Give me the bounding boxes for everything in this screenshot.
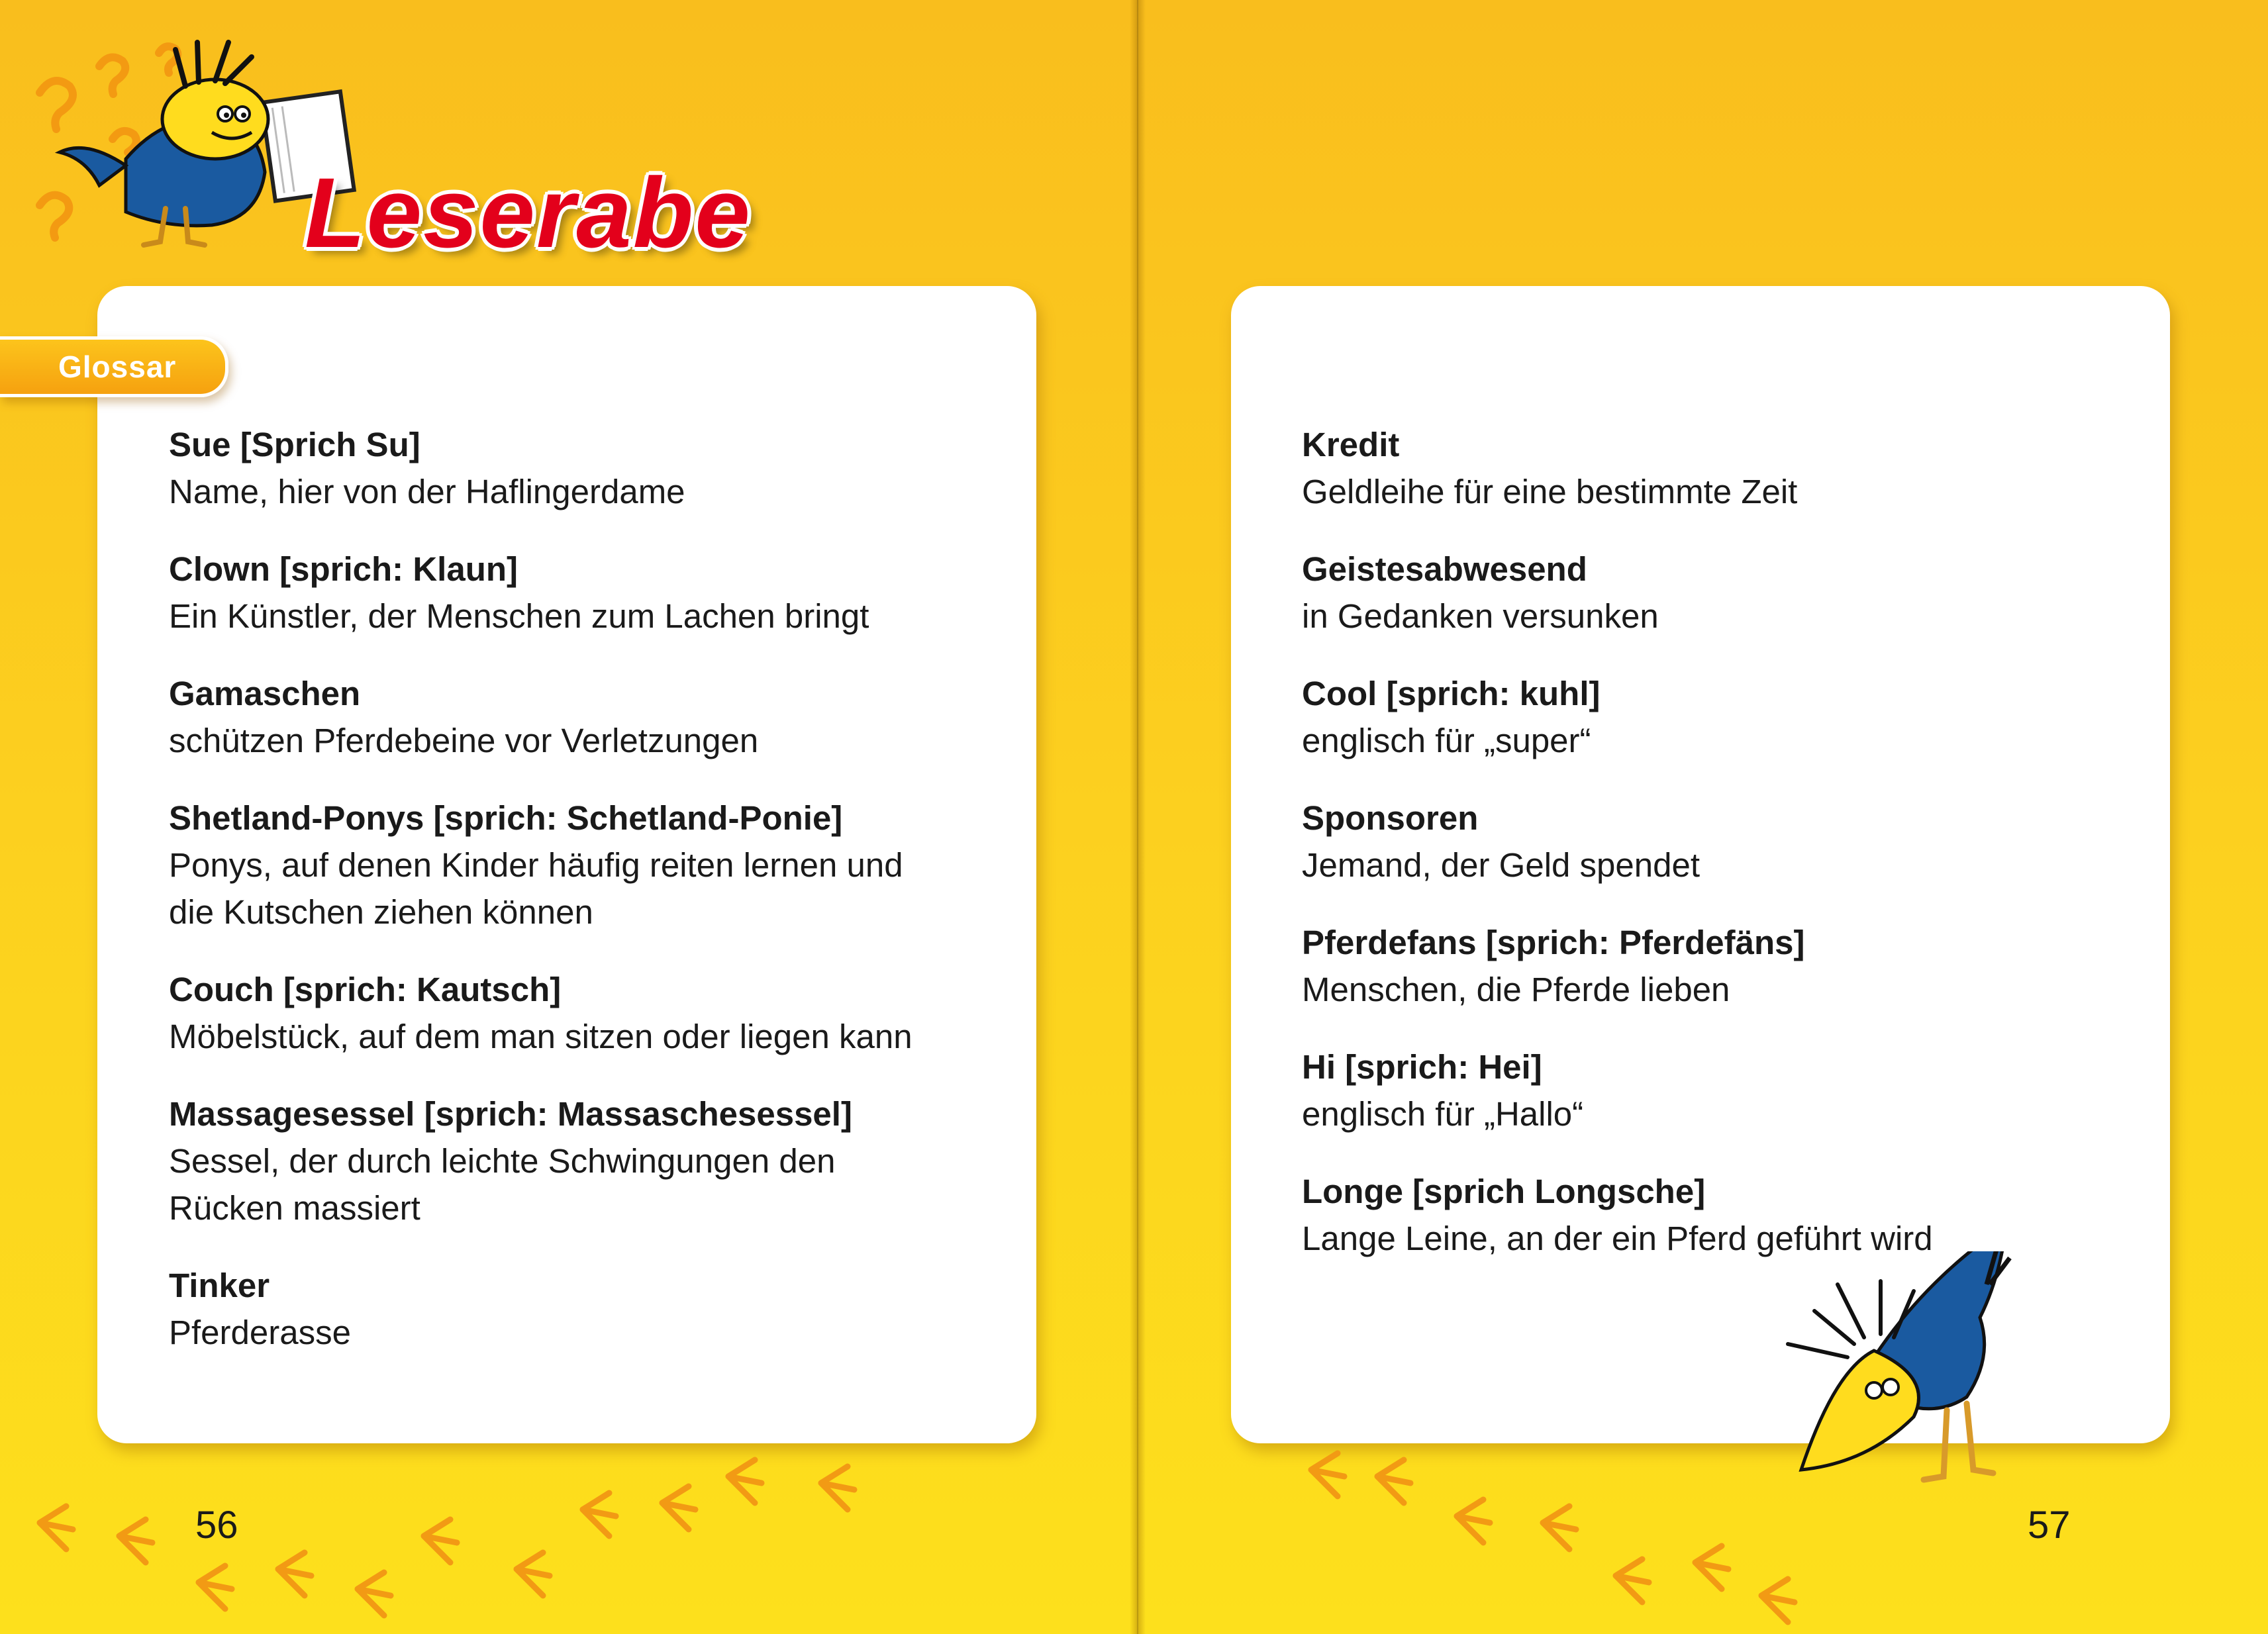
glossary-term: Clown [sprich: Klaun] — [169, 550, 518, 588]
glossary-entry — [1302, 794, 2163, 889]
section-tab-glossar — [0, 336, 228, 397]
glossary-term: Hi [sprich: Hei] — [1302, 1048, 1542, 1086]
page-number-left: 56 — [195, 1504, 238, 1547]
glossary-definition: Menschen, die Pferde lieben — [1302, 971, 1730, 1008]
glossary-definition: Ponys, auf denen Kinder häufig reiten lernen und die Kutschen ziehen können — [169, 846, 903, 931]
glossary-definition: Jemand, der Geld spendet — [1302, 846, 1701, 884]
glossary-term: Sponsoren — [1302, 799, 1479, 837]
glossary-entry — [169, 794, 1030, 936]
glossary-term: Kredit — [1302, 426, 1400, 463]
section-tab-label: Glossar — [58, 350, 177, 384]
glossary-definition: Pferderasse — [169, 1314, 351, 1351]
glossary-term: Tinker — [169, 1267, 270, 1304]
glossary-entry — [169, 670, 1030, 764]
glossary-definition: englisch für „Hallo“ — [1302, 1095, 1584, 1133]
glossary-term: Gamaschen — [169, 675, 361, 712]
glossary-definition: schützen Pferdebeine vor Verletzungen — [169, 722, 759, 759]
glossary-term: Cool [sprich: kuhl] — [1302, 675, 1601, 712]
glossary-entry — [169, 966, 1030, 1060]
glossary-definition: Möbelstück, auf dem man sitzen oder liegen kann — [169, 1018, 912, 1055]
glossary-term: Shetland-Ponys [sprich: Schetland-Ponie] — [169, 799, 843, 837]
glossary-term: Geistesabwesend — [1302, 550, 1587, 588]
glossary-definition: Ein Künstler, der Menschen zum Lachen bringt — [169, 597, 869, 635]
glossary-entry — [1302, 670, 2163, 764]
glossary-definition: Geldleihe für eine bestimmte Zeit — [1302, 473, 1798, 510]
glossary-term: Longe [sprich Longsche] — [1302, 1173, 1706, 1210]
glossary-definition: in Gedanken versunken — [1302, 597, 1659, 635]
glossary-entry — [1302, 546, 2163, 640]
glossary-term: Sue [Sprich Su] — [169, 426, 420, 463]
logo-wordmark: Leserabe — [305, 157, 752, 268]
glossary-entry — [1302, 919, 2163, 1013]
glossary-entry — [1302, 421, 2163, 515]
leserabe-logo — [26, 40, 752, 268]
glossary-definition: Name, hier von der Haflingerdame — [169, 473, 685, 510]
bird-footprint-icon — [0, 1443, 2268, 1634]
glossary-entry — [169, 421, 1030, 515]
glossary-entry — [169, 546, 1030, 640]
glossary-term: Massagesessel [sprich: Massaschesessel] — [169, 1095, 852, 1133]
glossary-entry — [169, 1090, 1030, 1231]
glossary-entry — [1302, 1168, 2163, 1262]
left-glossary-list — [169, 421, 1030, 1386]
glossary-definition: englisch für „super“ — [1302, 722, 1591, 759]
glossary-term: Pferdefans [sprich: Pferdefäns] — [1302, 924, 1805, 961]
glossary-definition: Lange Leine, an der ein Pferd geführt wird — [1302, 1220, 1933, 1257]
glossary-entry — [1302, 1043, 2163, 1137]
glossary-definition: Sessel, der durch leichte Schwingungen den Rücken massiert — [169, 1142, 836, 1227]
page-number-right: 57 — [2028, 1504, 2071, 1547]
right-glossary-list — [1302, 421, 2163, 1292]
book-spine — [1130, 0, 1146, 1634]
glossary-entry — [169, 1262, 1030, 1356]
glossary-term: Couch [sprich: Kautsch] — [169, 971, 562, 1008]
